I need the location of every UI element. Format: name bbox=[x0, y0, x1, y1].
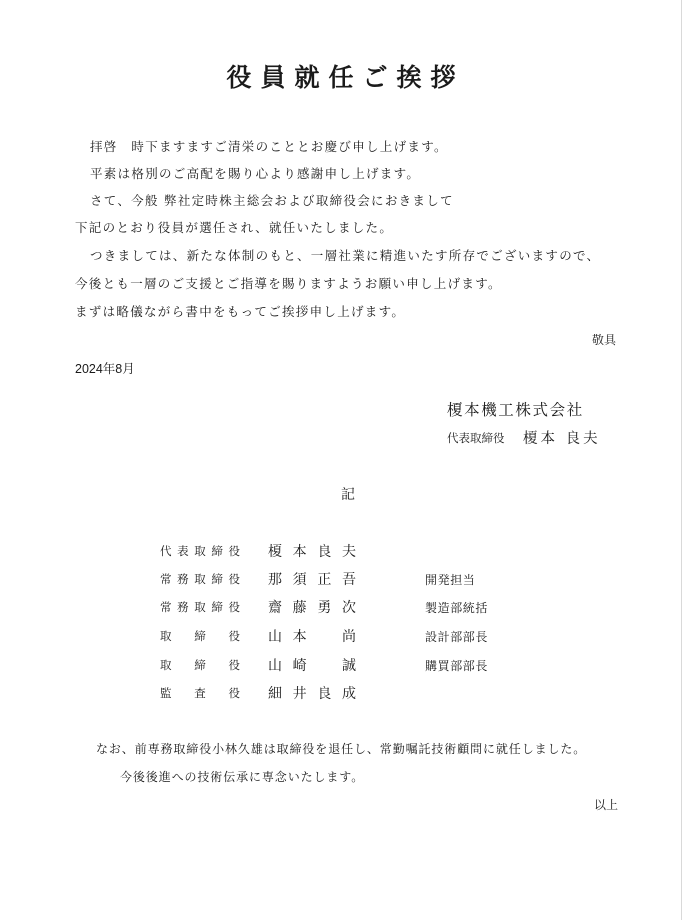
officer-name: 榎本良夫 bbox=[268, 544, 356, 560]
officer-position: 取締役 bbox=[160, 629, 240, 643]
company-name: 榎本機工株式会社 bbox=[447, 401, 584, 419]
greeting-line-7: まずは略儀ながら書中をもってご挨拶申し上げます。 bbox=[75, 304, 406, 319]
officer-position: 代表取締役 bbox=[160, 544, 240, 558]
officer-name: 山崎 誠 bbox=[268, 658, 356, 674]
officer-name: 細井良成 bbox=[268, 686, 356, 702]
page-edge-divider bbox=[681, 0, 682, 920]
officer-name: 山本 尚 bbox=[268, 629, 356, 645]
officer-role: 開発担当 bbox=[425, 573, 476, 587]
officer-position: 常務取締役 bbox=[160, 600, 240, 614]
greeting-line-1: 拝啓 時下ますますご清栄のこととお慶び申し上げます。 bbox=[90, 139, 448, 154]
officer-row bbox=[160, 683, 560, 703]
officer-row bbox=[160, 597, 560, 617]
officer-position: 取締役 bbox=[160, 658, 240, 672]
representative-title: 代表取締役 bbox=[447, 431, 505, 445]
greeting-line-5: つきましては、新たな体制のもと、一層社業に精進いたす所存でございますので、 bbox=[90, 248, 601, 263]
officer-row bbox=[160, 541, 560, 561]
end-mark: 以上 bbox=[594, 798, 619, 812]
note-line-2: 今後後進への技術伝承に専念いたします。 bbox=[120, 770, 365, 784]
officer-name: 齋藤勇次 bbox=[268, 600, 356, 616]
officer-position: 常務取締役 bbox=[160, 572, 240, 586]
closing-keigu: 敬具 bbox=[592, 333, 617, 347]
officer-role: 製造部統括 bbox=[425, 601, 489, 615]
officer-row bbox=[160, 655, 560, 675]
officer-role: 購買部部長 bbox=[425, 659, 489, 673]
representative-name: 榎本 良夫 bbox=[523, 431, 601, 447]
greeting-line-3: さて、今般 弊社定時株主総会および取締役会におきまして bbox=[90, 193, 454, 208]
greeting-line-4: 下記のとおり役員が選任され、就任いたしました。 bbox=[75, 220, 394, 235]
officer-position: 監査役 bbox=[160, 686, 240, 700]
officer-row bbox=[160, 569, 560, 589]
note-line-1: なお、前専務取締役小林久雄は取締役を退任し、常勤嘱託技術顧問に就任しました。 bbox=[96, 742, 587, 756]
greeting-line-2: 平素は格別のご高配を賜り心より感謝申し上げます。 bbox=[90, 166, 421, 181]
officer-name: 那須正吾 bbox=[268, 572, 356, 588]
issue-date: 2024年8月 bbox=[75, 362, 135, 376]
officer-row bbox=[160, 626, 560, 646]
officer-role: 設計部部長 bbox=[425, 630, 489, 644]
greeting-line-6: 今後とも一層のご支援とご指導を賜りますようお願い申し上げます。 bbox=[75, 276, 502, 291]
ki-heading: 記 bbox=[341, 487, 355, 503]
document-title: 役員就任ご挨拶 bbox=[226, 63, 465, 92]
